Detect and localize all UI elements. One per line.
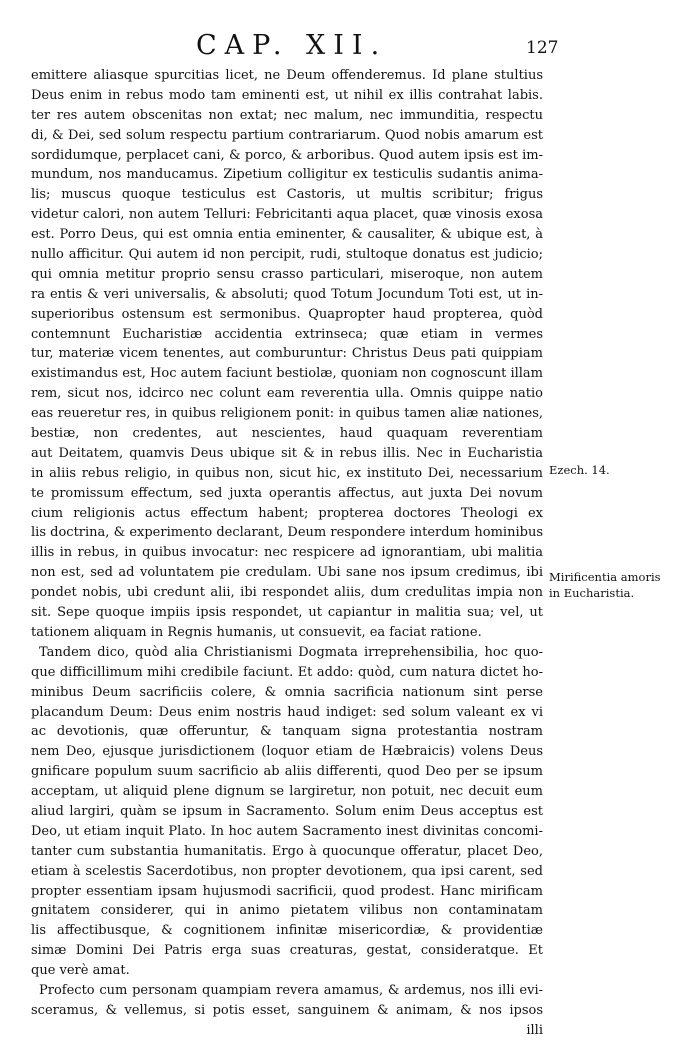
paragraph-start-line: Tandem dico, quòd alia Christianismi Dogmata irreprehensibilia, hoc quo- [39,644,543,660]
text-line: nullo afficitur. Qui autem id non percipit, rudi, stultoque donatus est judicio; [31,247,543,263]
text-line: simæ Domini Dei Patris erga suas creaturas, gestat, consideratque. Et [31,943,543,959]
text-line: ra entis & veri universalis, & absoluti; quod Totum Jocundum Toti est, ut in- [31,286,543,302]
body-text [31,66,543,1041]
text-line: Deus enim in rebus modo tam eminenti est, ut nihil ex illis contrahat labis. [31,87,543,103]
text-line: lis affectibusque, & cognitionem infinitæ misericordiæ, & providentiæ [31,923,543,939]
text-line: que verè amat. [31,963,130,979]
marginal-note-mirificentia [549,569,699,601]
text-line: emittere aliasque spurcitias licet, ne Deum offenderemus. Id plane stultius [31,68,543,83]
text-line: in aliis rebus religio, in quibus non, sicut hic, ex instituto Dei, necessarium [31,465,543,481]
text-line: existimandus est, Hoc autem faciunt bestiolæ, quoniam non cognoscunt illam [31,366,543,382]
marginal-note-ezechiel [549,462,699,478]
text-line: non est, sed ad voluntatem pie credulam. Ubi sane nos ipsum credimus, ibi [31,565,543,581]
text-line: pondet nobis, ubi credunt alii, ibi respondet aliis, dum credulitas impia non [31,585,543,601]
text-line: gnitatem considerer, qui in animo pietatem vilibus non contaminatam [31,903,543,919]
text-line: bestiæ, non credentes, aut nescientes, haud quaquam reverentiam [31,426,543,442]
text-line: nem Deo, ejusque jurisdictionem (loquor etiam de Hæbraicis) volens Deus [31,744,543,760]
text-line: rem, sicut nos, idcirco nec colunt eam reverentia ulla. Omnis quippe natio [31,386,543,402]
text-line: tur, materiæ vicem tenentes, aut comburuntur: Christus Deus pati quippiam [31,346,543,362]
text-line: videtur calori, non autem Telluri: Febricitanti aqua placet, quæ vinosis exosa [31,207,543,223]
text-line: contemnunt Eucharistiæ accidentia extrinseca; quæ etiam in vermes [31,326,543,342]
text-line: propter essentiam ipsam hujusmodi sacrificii, quod prodest. Hanc mirificam [31,883,543,899]
text-line: sit. Sepe quoque impiis ipsis respondet, ut capiantur in malitia sua; vel, ut [31,605,543,621]
text-line: sordidumque, perplacet cani, & porco, & arboribus. Quod autem ipsis est im- [31,147,543,163]
marginal-note-text: in Eucharistia. [549,586,635,600]
catchword: illi [526,1022,543,1038]
text-line: illis in rebus, in quibus invocatur: nec respicere ad ignorantiam, ubi malitia [31,545,543,561]
text-line: aliud largiri, quàm se ipsum in Sacramento. Solum enim Deus acceptus est [31,803,543,819]
text-line: superioribus ostensum est sermonibus. Quapropter haud propterea, quòd [31,306,543,322]
chapter-title: CAP. XII. [196,30,388,61]
text-line: tationem aliquam in Regnis humanis, ut consuevit, ea faciat ratione. [31,624,482,640]
text-line: que difficillimum mihi credibile faciunt. Et addo: quòd, cum natura dictet ho- [31,664,543,680]
text-line: di, & Dei, sed solum respectu partium contrariarum. Quod nobis amarum est [31,127,543,143]
page-number: 127 [526,38,559,58]
text-line: etiam à scelestis Sacerdotibus, non propter devotionem, qua ipsi carent, sed [31,863,543,879]
text-line: mundum, nos manducamus. Zipetium colligitur ex testiculis sudantis anima- [31,167,543,183]
paragraph-start-line: Profecto cum personam quampiam revera amamus, & ardemus, nos illi evi- [39,983,543,998]
running-head [0,30,700,66]
text-line: est. Porro Deus, qui est omnia entia eminenter, & causaliter, & ubique est, à [31,227,543,243]
text-line: acceptam, ut aliquid plene dignum se largiretur, non potuit, nec decuit eum [31,784,543,800]
text-line: aut Deitatem, quamvis Deus ubique sit & in rebus illis. Nec in Eucharistia [31,445,543,461]
text-line: Deo, ut etiam inquit Plato. In hoc autem Sacramento inest divinitas concomi- [31,823,543,839]
marginal-note-text: Ezech. 14. [549,463,610,477]
text-line: lis; muscus quoque testiculus est Castoris, ut multis scribitur; frigus [31,187,543,203]
text-line: ac devotionis, quæ offeruntur, & tanquam signa protestantia nostram [31,724,543,740]
marginal-note-text: Mirificentia amoris [549,570,661,584]
text-line: minibus Deum sacrificiis colere, & omnia sacrificia nationum sint perse [31,684,543,700]
text-line: qui omnia metitur proprio sensu crasso particulari, miseroque, non autem [31,266,543,282]
text-line: sceramus, & vellemus, si potis esset, sanguinem & animam, & nos ipsos [31,1002,543,1018]
text-line: te promissum effectum, sed juxta operantis affectus, aut juxta Dei novum [31,485,543,501]
text-line: eas reueretur res, in quibus religionem ponit: in quibus tamen aliæ nationes, [31,406,543,422]
text-line: placandum Deum: Deus enim nostris haud indiget: sed solum valeant ex vi [31,704,543,720]
text-line: lis doctrina, & experimento declarant, Deum respondere interdum hominibus [31,525,543,541]
text-line: tanter cum substantia humanitatis. Ergo à quocunque offeratur, placet Deo, [31,843,543,859]
text-line: cium religionis actus effectum habent; propterea doctores Theologi ex [31,505,543,521]
text-line: gnificare populum suum sacrificio ab aliis differenti, quod Deo per se ipsum [31,764,543,780]
text-line: ter res autem obscenitas non extat; nec malum, nec immunditia, respectu [31,107,543,123]
